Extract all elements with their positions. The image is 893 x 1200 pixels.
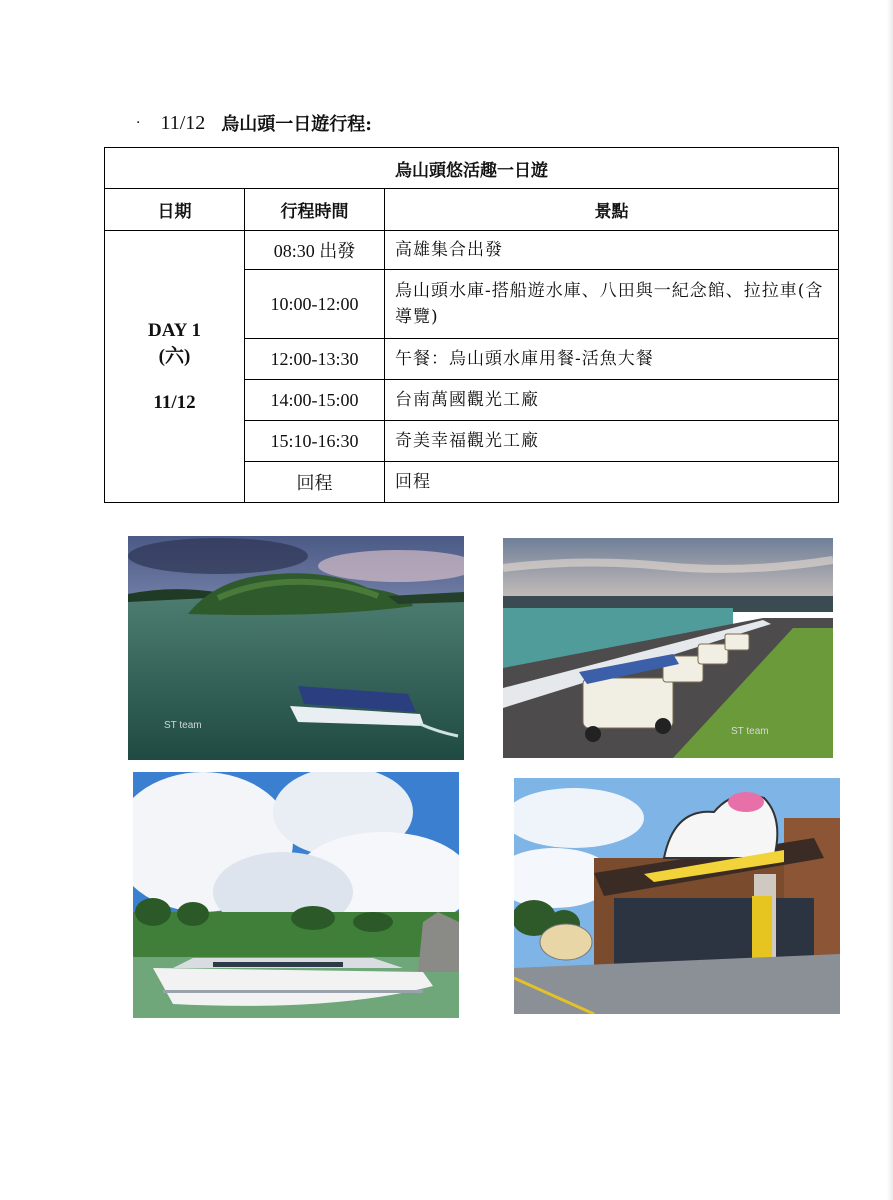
itinerary-heading	[136, 110, 372, 136]
itinerary-table	[104, 147, 839, 503]
day-label: DAY 1	[148, 319, 201, 341]
heading-title: 烏山頭一日遊行程:	[221, 114, 372, 135]
boat-watermark: ST team	[164, 720, 202, 731]
row-spot: 回程	[385, 462, 839, 503]
photo-dam-carts	[503, 538, 833, 758]
day-date: 11/12	[153, 391, 196, 413]
row-time: 10:00-12:00	[245, 270, 385, 339]
header-time: 行程時間	[245, 189, 385, 231]
heading-bullet: ·	[136, 115, 141, 131]
photo-yacht	[133, 772, 459, 1018]
row-spot: 台南萬國觀光工廠	[385, 380, 839, 421]
row-time: 14:00-15:00	[245, 380, 385, 421]
row-spot: 烏山頭水庫-搭船遊水庫、八田與一紀念館、拉拉車(含導覽)	[385, 270, 839, 339]
table-row	[105, 231, 839, 270]
row-time: 12:00-13:30	[245, 339, 385, 380]
heading-date: 11/12	[160, 111, 206, 134]
row-time: 08:30 出發	[245, 231, 385, 270]
day-weekday: (六)	[158, 345, 191, 367]
row-spot: 高雄集合出發	[385, 231, 839, 270]
table-title: 烏山頭悠活趣一日遊	[105, 148, 839, 189]
photo-reservoir-boat	[128, 536, 464, 760]
row-spot: 午餐：烏山頭水庫用餐-活魚大餐	[385, 339, 839, 380]
row-time: 15:10-16:30	[245, 421, 385, 462]
header-spot: 景點	[385, 189, 839, 231]
page-edge-shadow	[887, 0, 893, 1200]
day-cell	[105, 231, 245, 503]
row-time: 回程	[245, 462, 385, 503]
header-date: 日期	[105, 189, 245, 231]
photo-factory	[514, 778, 840, 1014]
cart-watermark: ST team	[731, 726, 769, 737]
row-spot: 奇美幸福觀光工廠	[385, 421, 839, 462]
